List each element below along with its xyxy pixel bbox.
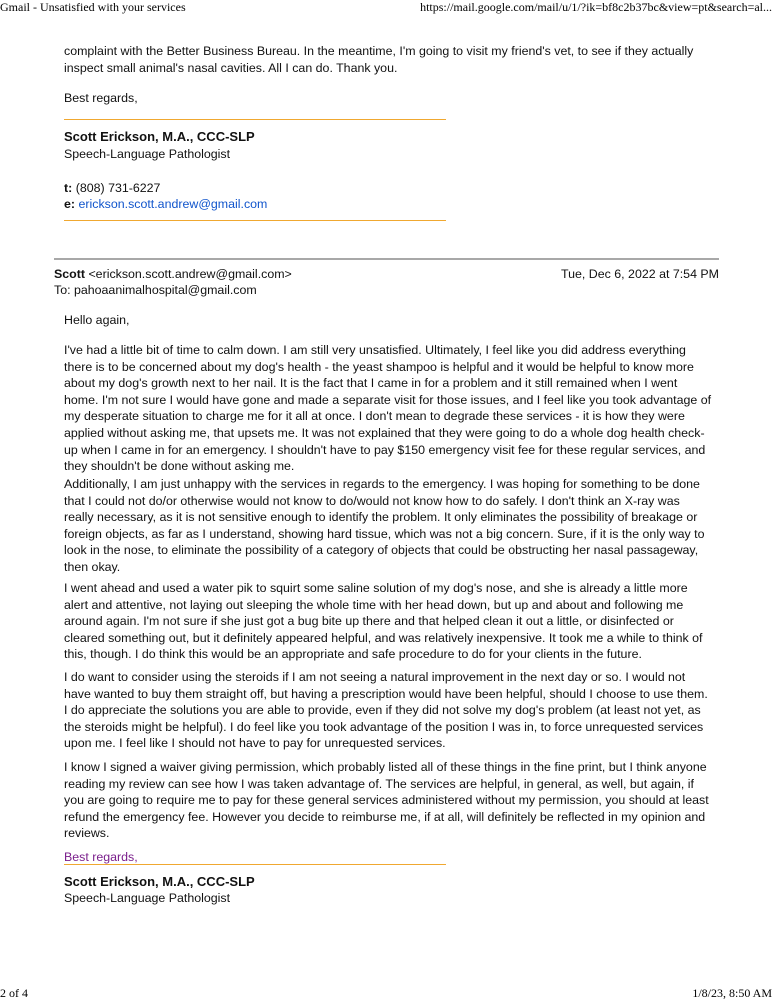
message-to: To: pahoaanimalhospital@gmail.com xyxy=(54,283,257,297)
print-header-url: https://mail.google.com/mail/u/1/?ik=bf8c2b37bc&view=pt&search=al... xyxy=(420,0,772,14)
print-footer-page: 2 of 4 xyxy=(0,986,28,1000)
message-date: Tue, Dec 6, 2022 at 7:54 PM xyxy=(561,267,719,281)
signature-divider-top xyxy=(64,119,446,120)
print-header-title: Gmail - Unsatisfied with your services xyxy=(0,0,186,14)
sender-email: <erickson.scott.andrew@gmail.com> xyxy=(88,267,292,281)
prev-message-closing: Best regards, xyxy=(64,91,138,105)
message-from-row xyxy=(54,266,719,282)
print-footer-timestamp: 1/8/23, 8:50 AM xyxy=(692,986,772,1000)
message-greeting: Hello again, xyxy=(64,313,130,327)
message-signature-divider xyxy=(64,864,446,865)
message-paragraph: I know I signed a waiver giving permission, which probably listed all of these things in the fine print, but I think anyone reading my review can see how I was taken advantage of. The services are helpful, in general, as well, but again, if you are going to require me to pay for these general services administered without my permission, you should at least refund the emergency fee. However you decide to reimburse me, if at all, will definitely be reflected in my opinion and reviews. xyxy=(64,760,709,841)
phone-label: t: xyxy=(64,181,73,195)
prev-signature-name: Scott Erickson, M.A., CCC-SLP xyxy=(64,129,255,144)
message-paragraph: Additionally, I am just unhappy with the services in regards to the emergency. I was hoping for something to be done that I could not do/or otherwise would not know to do/would not know how to do safely. I don't think an X-ray was really necessary, as it is not sensitive enough to identify the problem. It only eliminates the possibility of breakage or foreign objects, as far as I understand, showing hard tissue, which was not a big concern. Sure, if it is the only way to look in the nose, to eliminate the possibility of a category of objects that could be obstructing her nasal passageway, then okay. xyxy=(64,477,705,574)
prev-signature-phone-row xyxy=(64,180,712,197)
signature-divider-bottom xyxy=(64,220,446,221)
email-label: e: xyxy=(64,197,76,211)
message-separator xyxy=(54,258,719,260)
message-signature-name: Scott Erickson, M.A., CCC-SLP xyxy=(64,874,255,889)
signature-email-link[interactable]: erickson.scott.andrew@gmail.com xyxy=(78,197,268,211)
prev-signature-email-row xyxy=(64,196,712,213)
sender-name: Scott xyxy=(54,267,85,281)
message-paragraph: I went ahead and used a water pik to squirt some saline solution of my dog's nose, and she is already a little more alert and attentive, not laying out sleeping the whole time with her head down, but up and about and following me around again. I'm not sure if she just got a bug bite up there and that helped clean it out a little, or disinfected or cleared something out, but it definitely appeared helpful, and was relatively inexpensive. It took me a while to think of this, though. I do think this would be an appropriate and safe procedure to do for your clients in the future. xyxy=(64,581,703,662)
prev-signature-title: Speech-Language Pathologist xyxy=(64,147,231,161)
phone-number: (808) 731-6227 xyxy=(75,181,161,195)
message-paragraph: I've had a little bit of time to calm down. I am still very unsatisfied. Ultimately, I feel like you did address everything there is to be concerned about my dog's health - the yeast shampoo is helpful and it would be helpful to know more about my dog's growth next to her nail. It is the fact that I came in for a problem and it still remained when I went home. I'm not sure I would have gone and made a separate visit for those issues, and I feel like you took advantage of my desperate situation to charge me for it all at once. I don't mean to degrade these services - it is how they were applied without asking me, that upsets me. It was not explained that they were going to do a whole dog health check-up when I came in for an emergency. I shouldn't have to pay $150 emergency visit fee for these regular services, and they shouldn't be done without asking me. xyxy=(64,343,712,474)
message-paragraph: I do want to consider using the steroids if I am not seeing a natural improvement in the next day or so. I would not have wanted to buy them straight off, but having a prescription would have been helpful, should I choose to use them. I do appreciate the solutions you are able to provide, even if they did not solve my dog's problem (at least not yet, as the steroids might be helpful). I do feel like you took advantage of the position I was in, to force unrequested services upon me. I feel like I should not have to pay for unrequested services. xyxy=(64,670,708,751)
message-closing: Best regards, xyxy=(64,850,138,864)
prev-message-tail: complaint with the Better Business Bureau. In the meantime, I'm going to visit my friend's vet, to see if they actually inspect small animal's nasal cavities. All I can do. Thank you. xyxy=(64,44,694,75)
message-signature-title: Speech-Language Pathologist xyxy=(64,891,231,905)
